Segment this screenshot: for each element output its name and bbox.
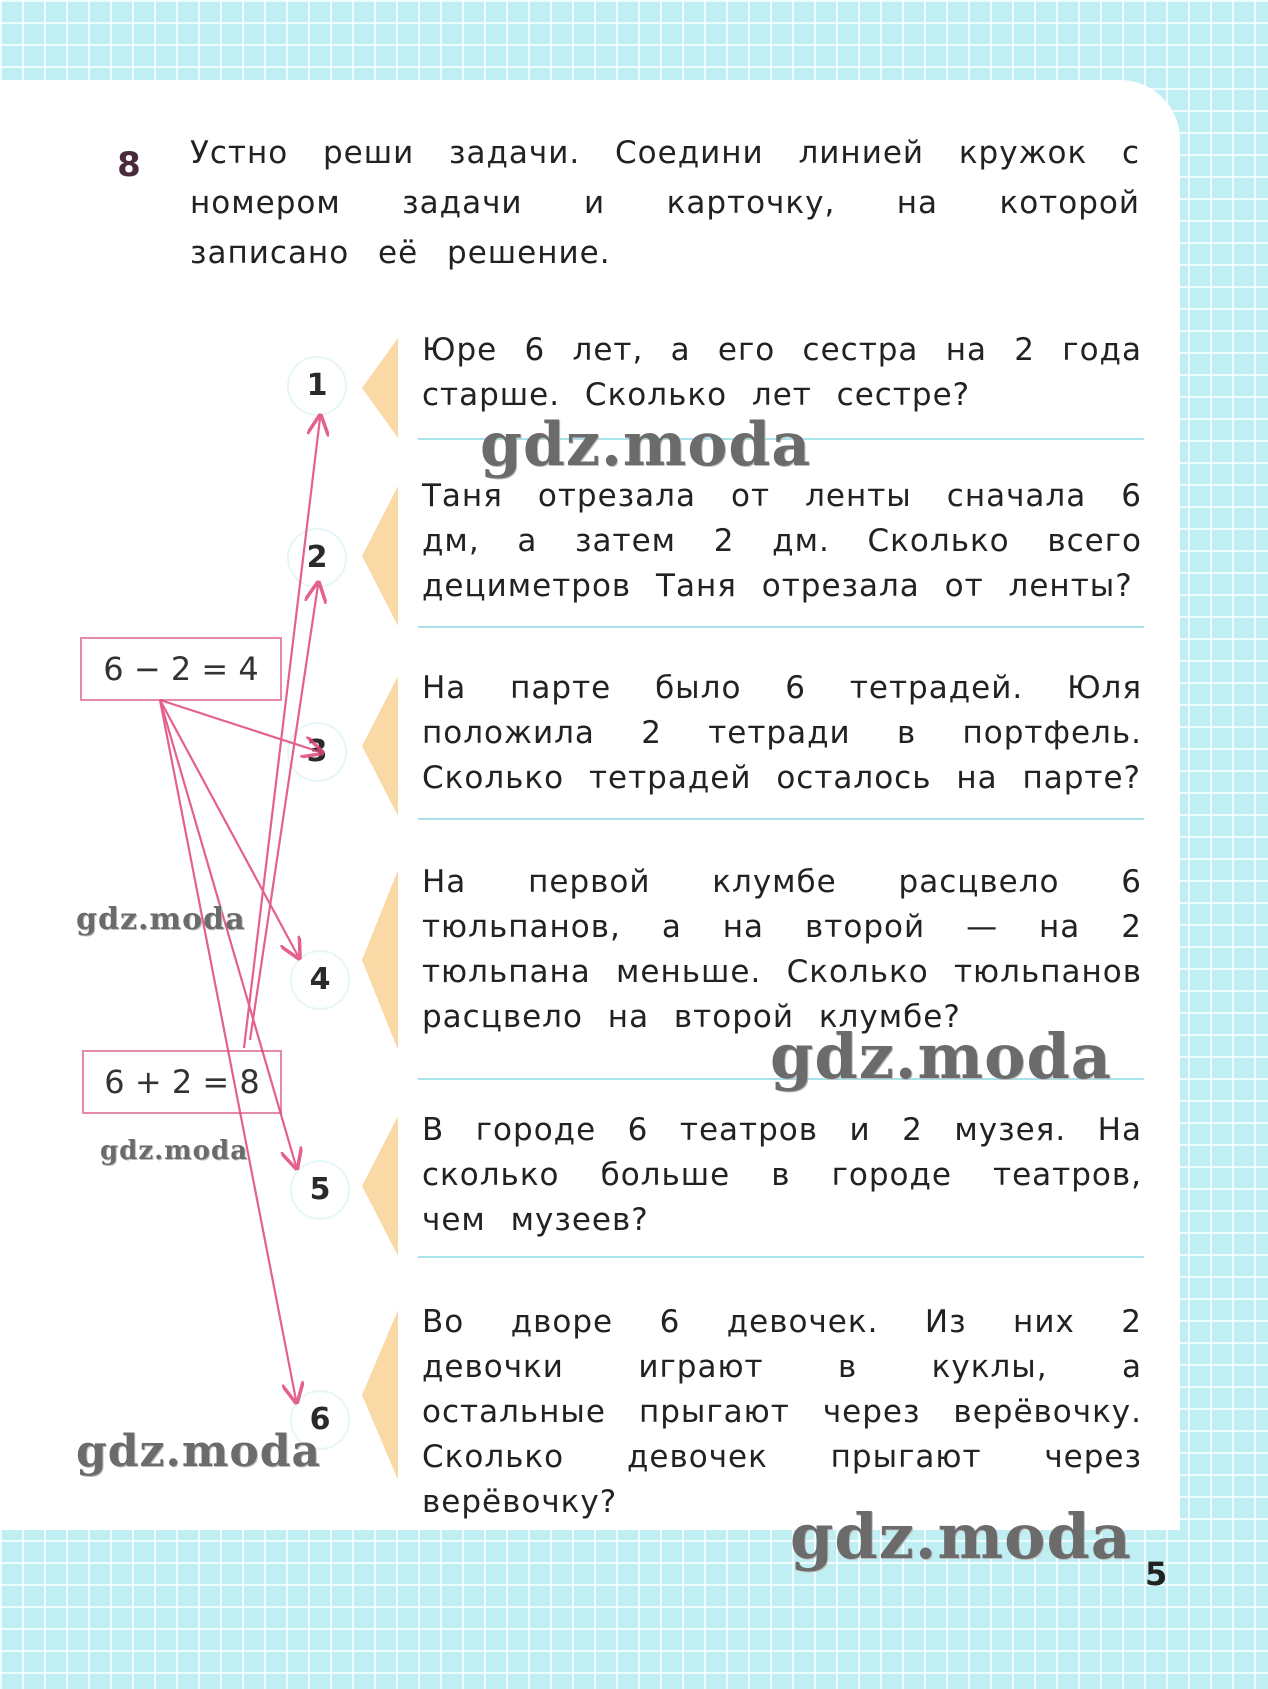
solution-card-addition[interactable]: 6 + 2 = 8 bbox=[82, 1050, 282, 1114]
solution-card-subtraction[interactable]: 6 − 2 = 4 bbox=[80, 637, 282, 701]
problem-pointer-6 bbox=[360, 1310, 400, 1480]
problem-2-text: Таня отрезала от ленты сначала 6 дм, а затем 2 дм. Сколько всего дециметров Таня отрезала от ленты? bbox=[422, 478, 1142, 604]
problem-circle-2[interactable]: 2 bbox=[287, 528, 347, 588]
watermark: gdz.moda bbox=[76, 1426, 322, 1477]
watermark: gdz.moda bbox=[100, 1136, 249, 1166]
problem-pointer-2 bbox=[360, 486, 400, 626]
task-number: 8 bbox=[104, 140, 154, 190]
problem-5-text: В городе 6 театров и 2 музея. На сколько больше в городе театров, чем музеев? bbox=[422, 1112, 1142, 1238]
problem-circle-1[interactable]: 1 bbox=[287, 356, 347, 416]
problem-4-text: На первой клумбе расцвело 6 тюльпанов, а на второй — на 2 тюльпана меньше. Сколько тюльпанов расцвело на второй клумбе? bbox=[422, 864, 1142, 1035]
separator bbox=[418, 818, 1144, 820]
problem-pointer-1 bbox=[360, 338, 400, 438]
separator bbox=[418, 1256, 1144, 1258]
problem-circle-3[interactable]: 3 bbox=[287, 722, 347, 782]
page-number: 5 bbox=[1145, 1555, 1168, 1593]
watermark: gdz.moda bbox=[770, 1020, 1112, 1093]
problem-6-text: Во дворе 6 девочек. Из них 2 девочки играют в куклы, а остальные прыгают через верёвочку. Сколько девочек прыгают через верёвочку? bbox=[422, 1304, 1142, 1520]
problem-1-text: Юре 6 лет, а его сестра на 2 года старше. Сколько лет сестре? bbox=[422, 332, 1142, 413]
problem-circle-6[interactable]: 6 bbox=[290, 1390, 350, 1450]
watermark: gdz.moda bbox=[76, 902, 246, 937]
problem-circle-5[interactable]: 5 bbox=[290, 1160, 350, 1220]
watermark: gdz.moda bbox=[790, 1500, 1132, 1573]
problem-pointer-3 bbox=[360, 676, 400, 816]
problem-3-text: На парте было 6 тетрадей. Юля положила 2 тетради в портфель. Сколько тетрадей осталось на парте? bbox=[422, 670, 1142, 796]
separator bbox=[418, 626, 1144, 628]
problem-circle-4[interactable]: 4 bbox=[290, 950, 350, 1010]
problem-pointer-5 bbox=[360, 1116, 400, 1256]
watermark: gdz.moda bbox=[480, 410, 812, 480]
task-instruction: Устно реши задачи. Соедини линией кружок с номером задачи и карточку, на которой записано её решение. bbox=[190, 135, 1140, 271]
problem-pointer-4 bbox=[360, 870, 400, 1050]
